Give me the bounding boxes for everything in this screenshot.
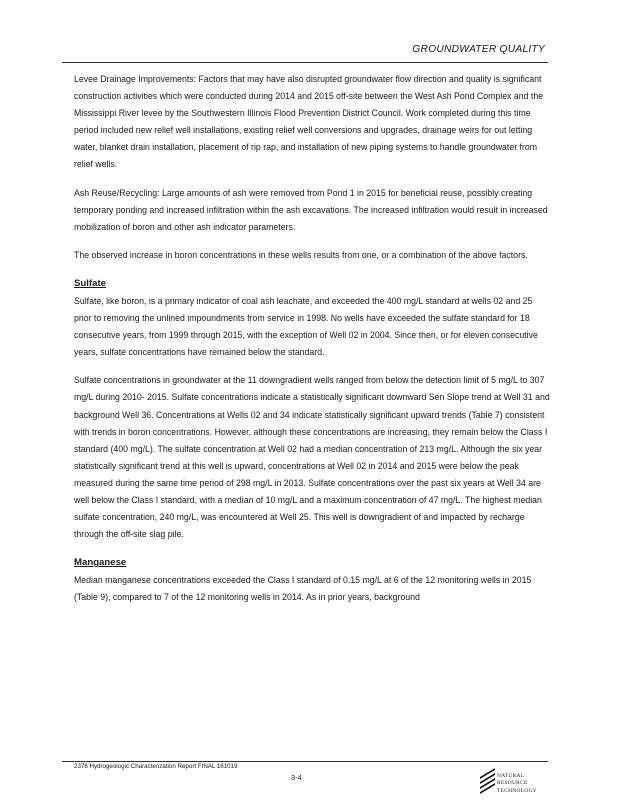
paragraph-levee-drainage: Levee Drainage Improvements: Factors that may have also disrupted groundwater flow direction and quality is significant construction activities which were conducted during 2014 and 2015 off-site between the West Ash Pond Complex and the Mississippi River levee by the Southwestern Illinois Flood Prevention District Council. Work completed during this time period included new relief well installations, existing relief well conversions and upgrades, drainage weirs for out letting water, blanket drain installation, placement of rip rap, and installation of new piping systems to handle groundwater from relief wells.: [74, 74, 544, 170]
heading-manganese: Manganese: [74, 557, 127, 569]
footer-rule: [62, 761, 548, 762]
paragraph-observed-increase: The observed increase in boron concentrations in these wells results from one, or a combination of the above factors.: [74, 249, 528, 260]
page-content: [74, 71, 550, 606]
paragraph-sulfate-1: Sulfate, like boron, is a primary indicator of coal ash leachate, and exceeded the 400 mg/L standard at wells 02 and 25 prior to removing the unlined impoundments from service in 1998. No wells have exceeded the sulfate standard for 18 consecutive years, from 1999 through 2015, with the exception of Well 02 in 2004. Since then, or for eleven consecutive years, sulfate concentrations have remained below the standard.: [74, 295, 538, 358]
page-number: 3-4: [291, 773, 302, 782]
heading-sulfate: Sulfate: [74, 277, 106, 289]
header-rule: [62, 62, 548, 63]
logo-text-line1: NATURAL: [497, 773, 525, 779]
paragraph-sulfate-2: Sulfate concentrations in groundwater at the 11 downgradient wells ranged from below the detection limit of 5 mg/L to 307 mg/L during 2010- 2015. Sulfate concentrations indicate a statistically significant downward Sen Slope trend at Well 31 and background Well 36. Concentrations at Wells 02 and 34 indicate statistically significant upward trends (Table 7) consistent with trends in boron concentrations. However, although these concentrations are increasing, they remain below the Class I standard (400 mg/L). The sulfate concentration at Well 02 had a median concentration of 213 mg/L. Although the six year statistically significant trend at this well is upward, concentrations at Well 02 in 2014 and 2015 were below the peak measured during the same time period of 298 mg/L in 2013. Sulfate concentrations over the past six years at Well 34 are well below the Class I standard, with a median of 10 mg/L and a maximum concentration of 47 mg/L. The highest median sulfate concentration, 240 mg/L, was encountered at Well 25. This well is downgradient of and impacted by recharge through the off-site slag pile.: [74, 375, 550, 540]
page-header-title: GROUNDWATER QUALITY: [412, 44, 545, 55]
paragraph-ash-reuse: Ash Reuse/Recycling: Large amounts of ash were removed from Pond 1 in 2015 for beneficial reuse, possibly creating temporary ponding and increased infiltration within the ash excavations. The increased infiltration would result in increased mobilization of boron and other ash indicator parameters.: [74, 187, 548, 232]
logo-text-line2: RESOURCE: [497, 780, 528, 787]
footer-report-reference: 2376 Hydrogeologic Characterization Report FINAL 161019: [74, 763, 238, 770]
paragraph-manganese: Median manganese concentrations exceeded the Class I standard of 0.15 mg/L at 6 of the 12 monitoring wells in 2015 (Table 9), compared to 7 of the 12 monitoring wells in 2014. As in prior years, background: [74, 575, 532, 603]
logo-text-line3: TECHNOLOGY: [497, 787, 537, 794]
nrt-logo: [478, 762, 552, 796]
